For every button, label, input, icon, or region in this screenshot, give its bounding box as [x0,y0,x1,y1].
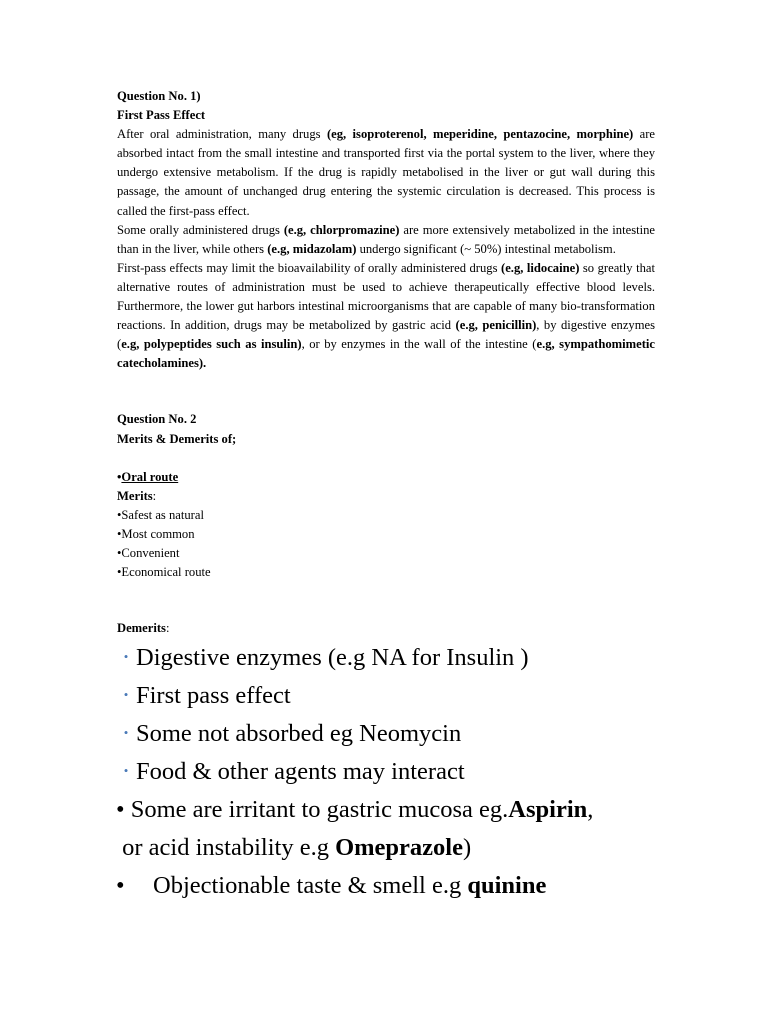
text-segment: After oral administration, many drugs [117,127,327,142]
q2-title: Question No. 2 [117,412,197,427]
text-segment: e.g, polypeptides such as insulin) [121,337,302,352]
merit-item: •Most common [117,526,195,541]
text-segment: are more extensively metabolized in the intestine than in the liver, while others [117,222,655,256]
text-segment: are absorbed intact from the small intestine and transported first via the portal system to the liver, where they undergo extensive metabolism. If the drug is rapidly metabolised in the liver or gut wall during this passage, the amount of unchanged drug entering the systemic circulation is decreased. This process is called the first-pass effect. [117,127,655,218]
drug-aspirin: Aspirin [508,796,588,823]
demerit-item: • First pass effect [116,677,291,716]
text-segment: so greatly that alternative routes of administration must be used to achieve therapeutically effective blood levels. Furthermore, the lower gut harbors intestinal microorganisms that are capable of many bio-transformation reactions. In addition, drugs may be metabolized by gastric acid [117,260,655,333]
q1-paragraph-2 [117,221,655,259]
text-segment: , by digestive enzymes ( [117,318,656,352]
demerits-heading [117,619,169,638]
demerits-colon: : [165,621,170,635]
q1-paragraph-1 [117,125,655,220]
drug-quinine: quinine [467,872,547,899]
merits-colon: : [152,488,157,503]
demerits-label: Demerits [117,621,166,635]
bullet-icon: • [123,763,129,779]
text-segment: (e.g, midazolam) [267,241,357,256]
bullet-icon: • [123,725,129,741]
text-segment: (eg, isoproterenol, meperidine, pentazocine, morphine) [326,127,634,142]
merits-heading [117,487,655,506]
text-segment: undergo significant (~ 50%) intestinal metabolism. [356,241,616,256]
q2-subtitle: Merits & Demerits of; [117,431,237,446]
q1-title: Question No. 1) [117,89,201,103]
text-segment: (e.g, lidocaine) [501,260,580,275]
route-label: Oral route [121,469,179,484]
q1-paragraph-3 [117,259,655,374]
oral-route-heading [117,468,655,487]
demerit-item: • Food & other agents may interact [116,753,465,792]
demerit-taste: • Objectionable taste & smell e.g quinine [116,867,546,905]
demerit-item: • Digestive enzymes (e.g NA for Insulin ) [116,639,529,678]
merit-item: •Safest as natural [117,507,204,522]
text-segment: (e.g, penicillin) [455,318,537,333]
document-page [117,87,655,582]
demerit-irritant-line-1: • Some are irritant to gastric mucosa eg.Aspirin, [116,796,594,823]
merit-item: •Convenient [117,545,180,560]
text-segment: Some orally administered drugs [117,222,284,237]
text-segment: e.g, sympathomimetic catecholamines). [117,337,656,371]
demerit-irritant-line-2: or acid instability e.g Omeprazole) [116,834,472,861]
text-segment: First-pass effects may limit the bioavailability of orally administered drugs [117,260,502,275]
demerit-item: • Some not absorbed eg Neomycin [116,715,461,754]
drug-omeprazole: Omeprazole [335,834,463,861]
route-bullet: • [117,469,122,484]
text-segment: , or by enzymes in the wall of the intestine ( [301,337,537,352]
q1-subtitle: First Pass Effect [117,108,206,123]
merit-item: •Economical route [117,565,211,580]
bullet-icon: • [116,872,125,899]
text-segment: (e.g, chlorpromazine) [283,222,400,237]
bullet-icon: • [123,687,129,703]
merits-label: Merits [117,488,153,503]
bullet-icon: • [123,649,129,665]
